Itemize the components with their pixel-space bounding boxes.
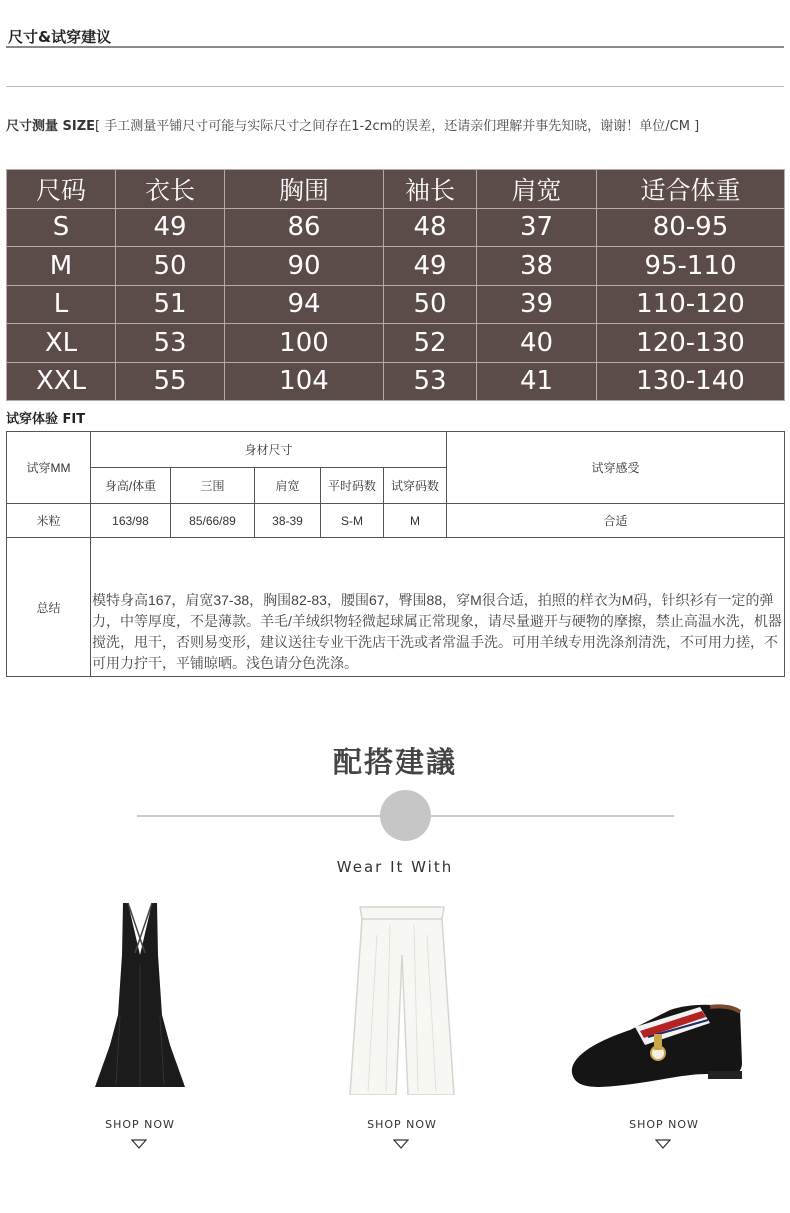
fit-summary-text: 模特身高167，肩宽37-38，胸围82-83，腰围67，臀围88，穿M很合适，拍照的样衣为M码，针织衫有一定的弹力，中等厚度，不是薄款。羊毛/羊绒织物轻微起球属正常现象，请尽量避开与硬物的摩擦，禁止高温水洗，机器搅洗，甩干，否则易变形，建议送往专业干洗店干洗或者常温手洗。可用羊绒专用洗涤剂清洗，不可用力搓，不可用力拧干，平铺晾晒。浅色请分色洗涤。 (91, 538, 785, 677)
header-cell: 袖长 (384, 170, 477, 209)
table-cell: 104 (225, 362, 384, 401)
header-cell: 胸围 (225, 170, 384, 209)
fit-subheader: 三围 (171, 468, 255, 504)
section-title: 尺寸&试穿建议 (8, 28, 112, 46)
chevron-down-icon[interactable] (655, 1138, 671, 1150)
fit-subheader: 身高/体重 (91, 468, 171, 504)
shop-now-link[interactable]: SHOP NOW (105, 1118, 175, 1131)
fit-feel-header: 试穿感受 (447, 432, 785, 504)
table-cell: 38-39 (255, 504, 321, 538)
fit-title: 试穿体验 FIT (6, 412, 86, 427)
table-row (7, 285, 785, 324)
table-row (7, 324, 785, 363)
table-cell: 163/98 (91, 504, 171, 538)
table-row (7, 504, 785, 538)
fit-subheader: 试穿码数 (384, 468, 447, 504)
table-cell: 50 (116, 247, 225, 286)
fit-table (6, 431, 785, 677)
product-card[interactable] (40, 895, 240, 1095)
table-row (7, 538, 785, 677)
chevron-down-icon[interactable] (393, 1138, 409, 1150)
table-cell: 53 (116, 324, 225, 363)
table-cell: 38 (477, 247, 597, 286)
header-cell: 肩宽 (477, 170, 597, 209)
fit-summary-label: 总结 (7, 538, 91, 677)
black-loafer-icon (560, 895, 760, 1095)
wear-title: 配搭建議 (332, 745, 457, 779)
table-cell: 41 (477, 362, 597, 401)
wear-subtitle: Wear It With (336, 858, 454, 876)
fit-model-header: 试穿MM (7, 432, 91, 504)
table-cell: 55 (116, 362, 225, 401)
shop-now-link[interactable]: SHOP NOW (367, 1118, 437, 1131)
fit-model-name: 米粒 (7, 504, 91, 538)
table-cell: S-M (321, 504, 384, 538)
table-cell: 53 (384, 362, 477, 401)
fit-subheader: 肩宽 (255, 468, 321, 504)
table-cell: 85/66/89 (171, 504, 255, 538)
table-cell: 37 (477, 208, 597, 247)
table-cell: 48 (384, 208, 477, 247)
table-cell: 52 (384, 324, 477, 363)
table-cell: L (7, 285, 116, 324)
table-cell: 110-120 (597, 285, 785, 324)
fit-feel-value: 合适 (447, 504, 785, 538)
shop-now-link[interactable]: SHOP NOW (629, 1118, 699, 1131)
table-cell: 49 (116, 208, 225, 247)
table-cell: 39 (477, 285, 597, 324)
circle-ornament-icon (380, 790, 431, 841)
table-row (7, 208, 785, 247)
white-pants-icon (302, 895, 502, 1095)
table-cell: XL (7, 324, 116, 363)
table-cell: 94 (225, 285, 384, 324)
table-row (7, 362, 785, 401)
table-cell: 49 (384, 247, 477, 286)
size-note-label: 尺寸测量 SIZE (6, 119, 96, 134)
fit-body-header: 身材尺寸 (91, 432, 447, 468)
header-cell: 尺码 (7, 170, 116, 209)
table-cell: 50 (384, 285, 477, 324)
header-cell: 适合体重 (597, 170, 785, 209)
black-dress-icon (40, 895, 240, 1095)
divider (6, 86, 784, 87)
table-cell: 100 (225, 324, 384, 363)
table-cell: 95-110 (597, 247, 785, 286)
size-table (6, 169, 785, 401)
divider (6, 46, 784, 48)
table-cell: 40 (477, 324, 597, 363)
product-card[interactable] (560, 895, 760, 1095)
table-row (7, 247, 785, 286)
fit-subheader: 平时码数 (321, 468, 384, 504)
table-cell: 90 (225, 247, 384, 286)
table-cell: 86 (225, 208, 384, 247)
table-cell: 51 (116, 285, 225, 324)
table-cell: M (7, 247, 116, 286)
table-cell: S (7, 208, 116, 247)
chevron-down-icon[interactable] (131, 1138, 147, 1150)
table-cell: 130-140 (597, 362, 785, 401)
table-cell: 80-95 (597, 208, 785, 247)
size-note-text: [ 手工测量平铺尺寸可能与实际尺寸之间存在1-2cm的误差，还请亲们理解并事先知晓，谢谢！单位/CM ] (95, 119, 700, 134)
product-card[interactable] (302, 895, 502, 1095)
size-table-header (7, 170, 785, 209)
table-cell: M (384, 504, 447, 538)
header-cell: 衣长 (116, 170, 225, 209)
table-cell: 120-130 (597, 324, 785, 363)
size-note (6, 112, 784, 142)
table-cell: XXL (7, 362, 116, 401)
